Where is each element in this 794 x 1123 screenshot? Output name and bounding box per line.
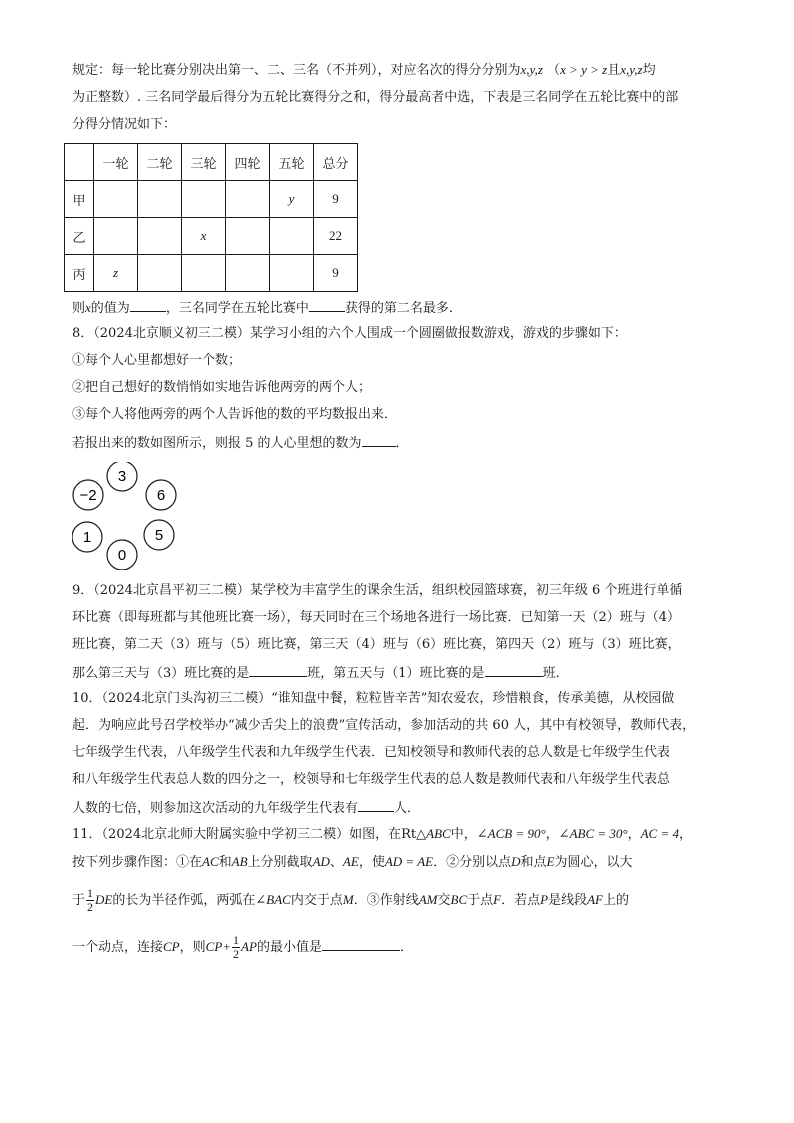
text: 和点 [520, 855, 547, 870]
text: ． [399, 940, 413, 955]
table-header-cell: 四轮 [226, 144, 270, 181]
table-cell [138, 255, 182, 292]
table-cell: z [94, 255, 138, 292]
answer-blank[interactable] [322, 936, 400, 951]
text: 获得的第二名最多． [344, 301, 462, 316]
text: 是线段 [548, 893, 588, 908]
text: ．③作射线 [353, 893, 419, 908]
table-cell: 9 [314, 181, 358, 218]
answer-blank[interactable] [249, 662, 307, 677]
answer-blank[interactable] [362, 432, 396, 447]
text: ． [395, 436, 409, 451]
text: 人． [394, 801, 421, 816]
table-header-cell: 二轮 [138, 144, 182, 181]
table-row [65, 218, 358, 255]
text: 于点 [467, 893, 494, 908]
q9-line-1: 9．（2024北京昌平初三二模）某学校为丰富学生的课余生活，组织校园篮球赛，初三年级 6 个班进行单循 [72, 583, 683, 598]
text: 那么第三天与（3）班比赛的是 [72, 666, 250, 681]
table-cell [65, 144, 94, 181]
text: 按下列步骤作图：①在 [72, 855, 203, 870]
text: 的最小值是 [256, 940, 322, 955]
q8-step-1: ①每个人心里都想好一个数； [72, 353, 242, 368]
math-text: AM [418, 892, 438, 907]
answer-blank[interactable] [485, 662, 543, 677]
math-text: AE [342, 854, 359, 869]
table-cell [270, 255, 314, 292]
table-cell [226, 255, 270, 292]
text: 人数的七倍，则参加这次活动的九年级学生代表有 [72, 801, 359, 816]
circle-label: 1 [82, 529, 92, 546]
paren-open: （ [547, 63, 561, 78]
text: 则 [72, 301, 86, 316]
math-text: AB [231, 854, 248, 869]
math-text: ∠ACB = 90° [476, 826, 546, 841]
q8-line-1: 8．（2024北京顺义初三二模）某学习小组的六个人围成一个圆圈做报数游戏，游戏的步骤如下： [72, 326, 627, 341]
fraction-denominator: 2 [233, 947, 240, 961]
table-cell: 22 [314, 218, 358, 255]
math-text: ∠ABC = 30° [558, 826, 628, 841]
q10-line-2: 起．为响应此号召学校举办“减少舌尖上的浪费”宣传活动，参加活动的共 60 人，其中有校领导，教师代表， [72, 718, 696, 733]
intro-text: 规定：每一轮比赛分别决出第一、二、三名（不并列），对应名次的得分分别为 [72, 63, 521, 78]
math-text: AD [312, 854, 330, 869]
table-header-cell: 三轮 [182, 144, 226, 181]
text: ．若点 [501, 893, 541, 908]
q10-line-3: 七年级学生代表，八年级学生代表和九年级学生代表．已知校领导和教师代表的总人数是七年级学生代表 [72, 745, 671, 760]
q8-step-3: ③每个人将他两旁的两个人告诉他的数的平均数报出来． [72, 407, 398, 422]
q9-line-2: 环比赛（即每班都与其他班比赛一场），每天同时在三个场地各进行一场比赛．已知第一天（2）班与（4） [72, 610, 681, 625]
intro-text-end: 均 [642, 63, 656, 78]
table-row [65, 255, 358, 292]
table-cell [94, 218, 138, 255]
q9-question-line [72, 662, 569, 684]
text: ，三名同学在五轮比赛中 [165, 301, 309, 316]
table-row [65, 181, 358, 218]
text: ， [545, 827, 559, 842]
text: ，则 [179, 940, 206, 955]
math-vars: x,y,z [620, 62, 643, 77]
circle-label: 0 [117, 547, 127, 564]
fraction-denominator: 2 [87, 900, 94, 914]
math-text: ∠BAC [255, 892, 291, 907]
q10-line-1: 10．（2024北京门头沟初三二模）“谁知盘中餐，粒粒皆辛苦”知农爱农，珍惜粮食，传承美德，从校园做 [72, 691, 675, 706]
text: ， [679, 827, 693, 842]
circle-node [144, 520, 174, 550]
table-cell [226, 218, 270, 255]
text: ，使 [358, 855, 385, 870]
circle-label: 5 [154, 527, 164, 544]
q11-line-1 [72, 824, 692, 845]
math-text: BC [450, 892, 468, 907]
q9-line-3: 班比赛，第二天（3）班与（5）班比赛，第三天（4）班与（6）班比赛，第四天（2）班与（3）班比赛， [72, 637, 681, 652]
text: 交 [437, 893, 451, 908]
q8-step-2: ②把自己想好的数悄悄如实地告诉他两旁的两个人； [72, 380, 372, 395]
table-header-cell: 五轮 [270, 144, 314, 181]
text: 一个动点，连接 [72, 940, 164, 955]
q11-question-line [72, 933, 413, 962]
q11-line-3 [72, 886, 629, 915]
math-text: D [511, 854, 521, 869]
table-cell [138, 181, 182, 218]
table-cell: 乙 [65, 218, 94, 255]
fraction-numerator: 1 [233, 933, 240, 947]
q11-line-2 [72, 852, 632, 873]
intro-line-2: 为正整数）. 三名同学最后得分为五轮比赛得分之和，得分最高者中选，下表是三名同学在五轮比赛中的部 [72, 90, 679, 105]
circle-node [73, 480, 103, 510]
math-text: E [546, 854, 555, 869]
score-table [64, 143, 358, 292]
table-question-line [72, 297, 462, 319]
conjunction-text: 且 [607, 63, 621, 78]
table-cell: y [270, 181, 314, 218]
table-cell: 丙 [65, 255, 94, 292]
table-cell [270, 218, 314, 255]
text: 中， [450, 827, 477, 842]
circle-node [72, 522, 102, 552]
text: 上的 [602, 893, 629, 908]
text: 11．（2024北京北师大附属实验中学初三二模）如图，在 [72, 827, 402, 842]
q10-question-line [72, 797, 420, 819]
circle-label: 3 [117, 468, 127, 485]
table-cell: 甲 [65, 181, 94, 218]
text: 班． [542, 666, 569, 681]
math-text: AD = AE [384, 854, 434, 869]
circle-node [107, 462, 137, 491]
math-text: AC [202, 854, 219, 869]
table-cell [94, 181, 138, 218]
math-text: M [342, 892, 354, 907]
text: ， [627, 827, 641, 842]
table-header-row [65, 144, 358, 181]
table-cell [182, 181, 226, 218]
table-cell [138, 218, 182, 255]
math-text: P [540, 892, 549, 907]
math-text: Rt△ [401, 827, 427, 842]
text: 若报出来的数如图所示，则报 5 的人心里想的数为 [72, 436, 362, 451]
text: 于 [72, 893, 86, 908]
math-var: x [85, 300, 91, 315]
math-text: AP [241, 939, 257, 954]
text: 的值为 [90, 301, 130, 316]
text: 和 [218, 855, 232, 870]
circle-node [146, 480, 176, 510]
math-text: CP [163, 939, 180, 954]
circle-label: 6 [156, 487, 166, 504]
text: 为圆心，以大 [554, 855, 633, 870]
answer-blank[interactable] [309, 297, 345, 312]
answer-blank[interactable] [358, 797, 394, 812]
math-text: AC = 4 [640, 826, 679, 841]
answer-blank[interactable] [130, 297, 166, 312]
table-cell [226, 181, 270, 218]
fraction [86, 887, 94, 914]
fraction-numerator: 1 [87, 886, 94, 900]
math-text: F [493, 892, 502, 907]
table-cell: x [182, 218, 226, 255]
intro-line-1 [72, 60, 656, 81]
q8-question-line [72, 432, 409, 454]
math-text: CP+ [205, 939, 232, 954]
text: 的长为半径作弧，两弧在 [112, 893, 256, 908]
math-text: DE [95, 892, 113, 907]
intro-line-3: 分得分情况如下： [72, 117, 177, 132]
table-cell [182, 255, 226, 292]
math-text: AF [587, 892, 603, 907]
math-condition: x > y > z [560, 62, 608, 77]
fraction [232, 934, 240, 961]
math-vars: x,y,z [520, 62, 543, 77]
table-header-cell: 总分 [314, 144, 358, 181]
circle-node [107, 540, 137, 570]
table-cell: 9 [314, 255, 358, 292]
q10-line-4: 和八年级学生代表总人数的四分之一，校领导和七年级学生代表的总人数是教师代表和八年级学生代表总 [72, 772, 671, 787]
math-text: ABC [426, 826, 451, 841]
circle-label: −2 [79, 487, 97, 504]
table-header-cell: 一轮 [94, 144, 138, 181]
text: 内交于点 [290, 893, 343, 908]
text: 、 [329, 855, 343, 870]
text: ．②分别以点 [433, 855, 512, 870]
text: 上分别截取 [247, 855, 313, 870]
number-circle-diagram [72, 462, 192, 570]
text: 班，第五天与（1）班比赛的是 [307, 666, 485, 681]
